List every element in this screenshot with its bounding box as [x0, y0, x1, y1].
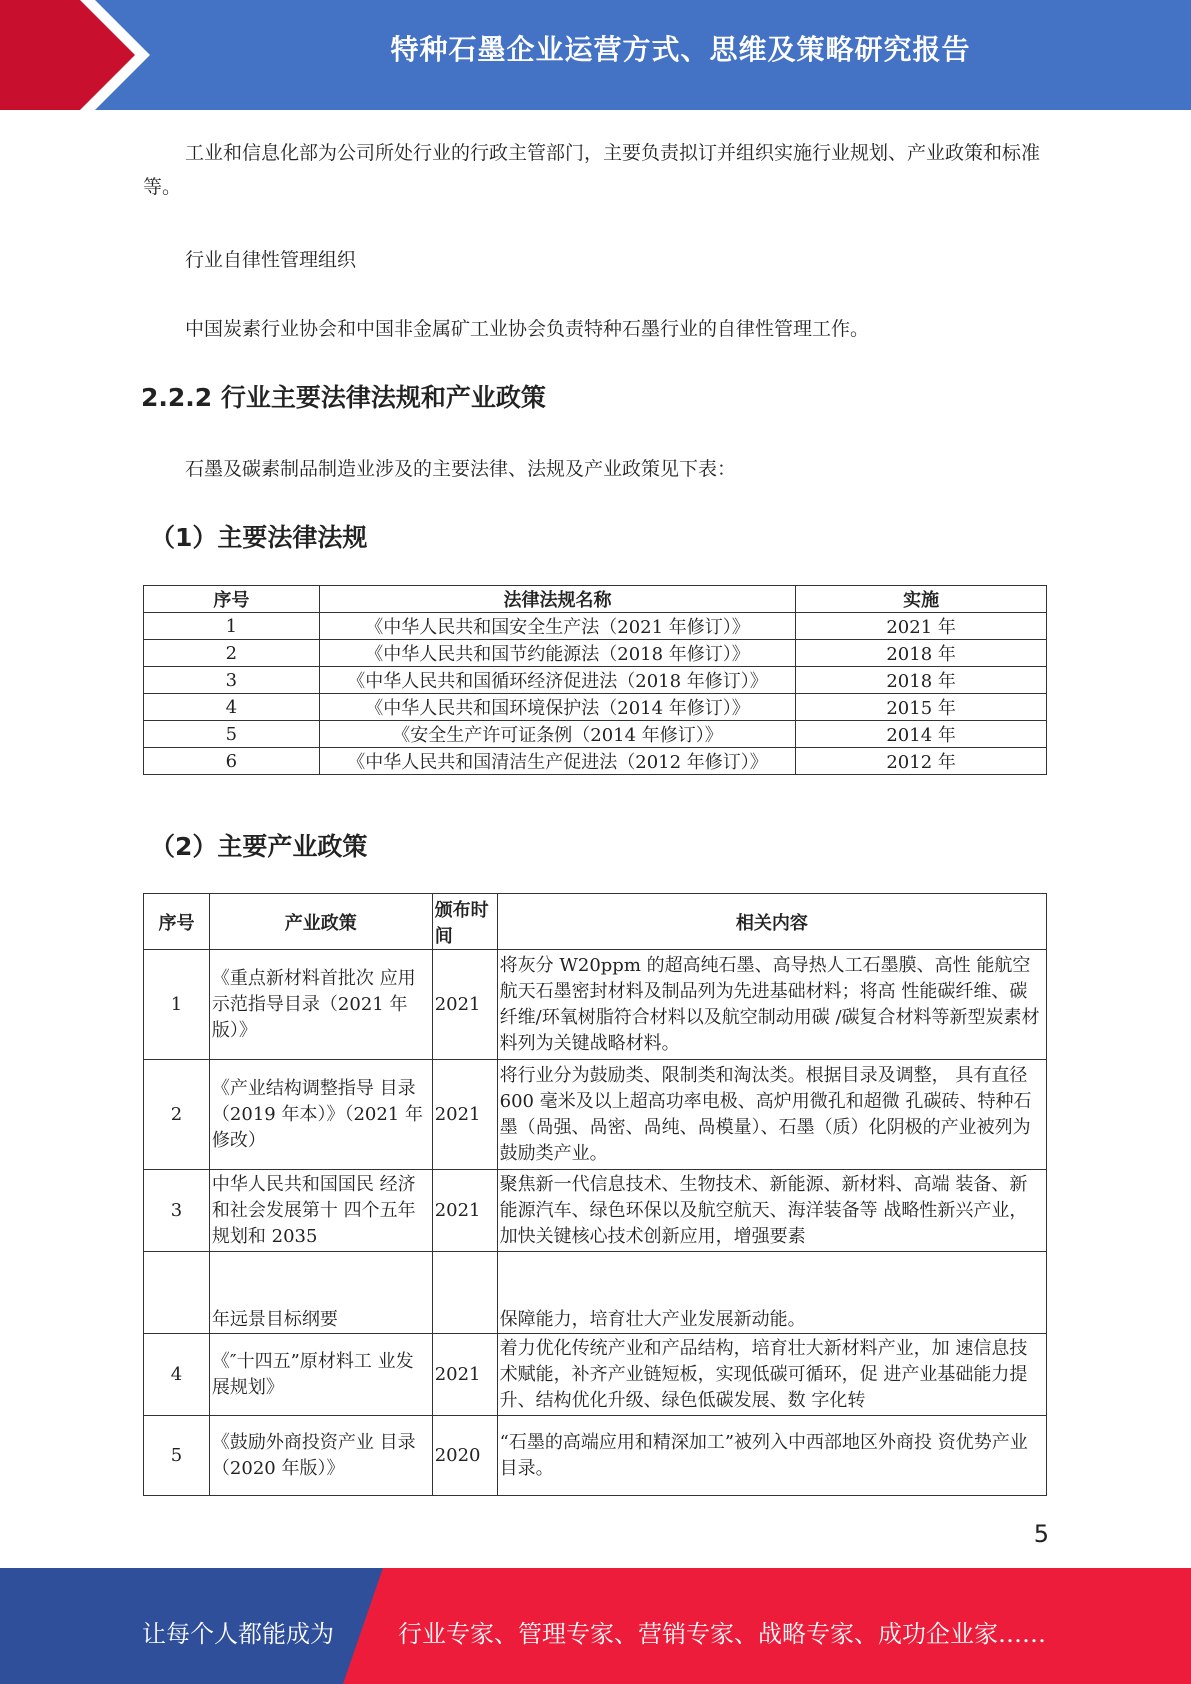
table-row — [144, 694, 1047, 721]
table-cell: 2021 — [432, 1170, 497, 1252]
footer-slogan-right: 行业专家、管理专家、营销专家、战略专家、成功企业家…… — [398, 1620, 1046, 1648]
table-cell: 4 — [144, 694, 320, 721]
table-cell — [432, 1252, 497, 1334]
table-cell: 《重点新材料首批次 应用示范指导目录（2021 年版）》 — [209, 950, 432, 1060]
table-cell — [144, 1252, 210, 1334]
table-row — [144, 721, 1047, 748]
table-row — [144, 1252, 1047, 1334]
policies-table-header — [144, 894, 1047, 950]
column-header: 实施 — [796, 586, 1047, 613]
table-cell: 《鼓励外商投资产业 目录（2020 年版）》 — [209, 1416, 432, 1496]
paragraph-regulator: 工业和信息化部为公司所处行业的行政主管部门，主要负责拟订并组织实施行业规划、产业政策和标准等。 — [143, 142, 1041, 198]
policies-heading: （2）主要产业政策 — [150, 832, 368, 861]
page-footer — [0, 1568, 1191, 1684]
policies-table — [143, 893, 1047, 1496]
table-cell: 2014 年 — [796, 721, 1047, 748]
column-header: 序号 — [144, 586, 320, 613]
table-cell: 《安全生产许可证条例（2014 年修订）》 — [319, 721, 795, 748]
header-arrow-decoration — [0, 0, 160, 110]
table-cell: 中华人民共和国国民 经济和社会发展第十 四个五年规划和 2035 — [209, 1170, 432, 1252]
laws-heading: （1）主要法律法规 — [150, 523, 368, 552]
table-cell: 着力优化传统产业和产品结构，培育壮大新材料产业，加 速信息技术赋能，补齐产业链短板，实现低碳可循环，促 进产业基础能力提升、结构优化升级、绿色低碳发展、数 字化转 — [497, 1334, 1046, 1416]
page-header — [0, 0, 1191, 110]
laws-table — [143, 585, 1047, 775]
table-row — [144, 1416, 1047, 1496]
column-header: 序号 — [144, 894, 210, 950]
table-cell: 4 — [144, 1334, 210, 1416]
table-cell: 2021 — [432, 1334, 497, 1416]
section-heading: 2.2.2 行业主要法律法规和产业政策 — [141, 383, 546, 412]
table-cell: 2018 年 — [796, 640, 1047, 667]
table-cell: 2021 — [432, 950, 497, 1060]
table-row — [144, 1170, 1047, 1252]
table-cell: 《中华人民共和国节约能源法（2018 年修订）》 — [319, 640, 795, 667]
header-title: 特种石墨企业运营方式、思维及策略研究报告 — [390, 33, 971, 66]
table-row — [144, 640, 1047, 667]
table-row — [144, 950, 1047, 1060]
table-row — [144, 748, 1047, 775]
table-cell: 3 — [144, 1170, 210, 1252]
table-cell: 《中华人民共和国环境保护法（2014 年修订）》 — [319, 694, 795, 721]
table-cell: 2012 年 — [796, 748, 1047, 775]
table-cell: 《中华人民共和国循环经济促进法（2018 年修订）》 — [319, 667, 795, 694]
table-row — [144, 1060, 1047, 1170]
table-cell: 2 — [144, 1060, 210, 1170]
table-cell: 5 — [144, 1416, 210, 1496]
table-cell: 2015 年 — [796, 694, 1047, 721]
table-cell: 《″十四五”原材料工 业发展规划》 — [209, 1334, 432, 1416]
table-cell: 《产业结构调整指导 目录（2019 年本）》（2021 年修改） — [209, 1060, 432, 1170]
table-cell: 《中华人民共和国安全生产法（2021 年修订）》 — [319, 613, 795, 640]
paragraph-intro-tables: 石墨及碳素制品制造业涉及的主要法律、法规及产业政策见下表： — [185, 458, 737, 480]
table-cell: 2018 年 — [796, 667, 1047, 694]
table-cell: 2021 年 — [796, 613, 1047, 640]
page-number: 5 — [1033, 1520, 1049, 1548]
laws-table-header — [144, 586, 1047, 613]
column-header: 颁布时间 — [432, 894, 497, 950]
table-cell: 聚焦新一代信息技术、生物技术、新能源、新材料、高端 装备、新能源汽车、绿色环保以及航空航天、海洋装备等 战略性新兴产业，加快关键核心技术创新应用，增强要素 — [497, 1170, 1046, 1252]
paragraph-self-regulation-title: 行业自律性管理组织 — [185, 249, 357, 271]
column-header: 产业政策 — [209, 894, 432, 950]
table-cell: 《中华人民共和国清洁生产促进法（2012 年修订）》 — [319, 748, 795, 775]
table-cell: 保障能力，培育壮大产业发展新动能。 — [497, 1252, 1046, 1334]
table-cell: 3 — [144, 667, 320, 694]
table-row — [144, 667, 1047, 694]
table-cell: 1 — [144, 613, 320, 640]
table-cell: 2021 — [432, 1060, 497, 1170]
table-cell: 1 — [144, 950, 210, 1060]
column-header: 法律法规名称 — [319, 586, 795, 613]
table-row — [144, 613, 1047, 640]
table-cell: 6 — [144, 748, 320, 775]
table-cell: 年远景目标纲要 — [209, 1252, 432, 1334]
table-cell: 2020 — [432, 1416, 497, 1496]
table-cell: 2 — [144, 640, 320, 667]
paragraph-associations: 中国炭素行业协会和中国非金属矿工业协会负责特种石墨行业的自律性管理工作。 — [185, 318, 870, 340]
column-header: 相关内容 — [497, 894, 1046, 950]
table-cell: “石墨的高端应用和精深加工”被列入中西部地区外商投 资优势产业目录。 — [497, 1416, 1046, 1496]
table-row — [144, 1334, 1047, 1416]
table-cell: 将行业分为鼓励类、限制类和淘汰类。根据目录及调整， 具有直径 600 毫米及以上超高功率电极、高炉用微孔和超微 孔碳砖、特种石墨（咼强、咼密、咼纯、咼模量）、石墨（质）化阴极的产业被列为鼓励类产业。 — [497, 1060, 1046, 1170]
table-cell: 5 — [144, 721, 320, 748]
table-cell: 将灰分 W20ppm 的超高纯石墨、高导热人工石墨膜、高性 能航空航天石墨密封材料及制品列为先进基础材料；将高 性能碳纤维、碳纤维/环氧树脂符合材料以及航空制动用碳 /碳复合材料等新型炭素材料列为关键战略材料。 — [497, 950, 1046, 1060]
footer-slogan-left: 让每个人都能成为 — [142, 1620, 334, 1648]
